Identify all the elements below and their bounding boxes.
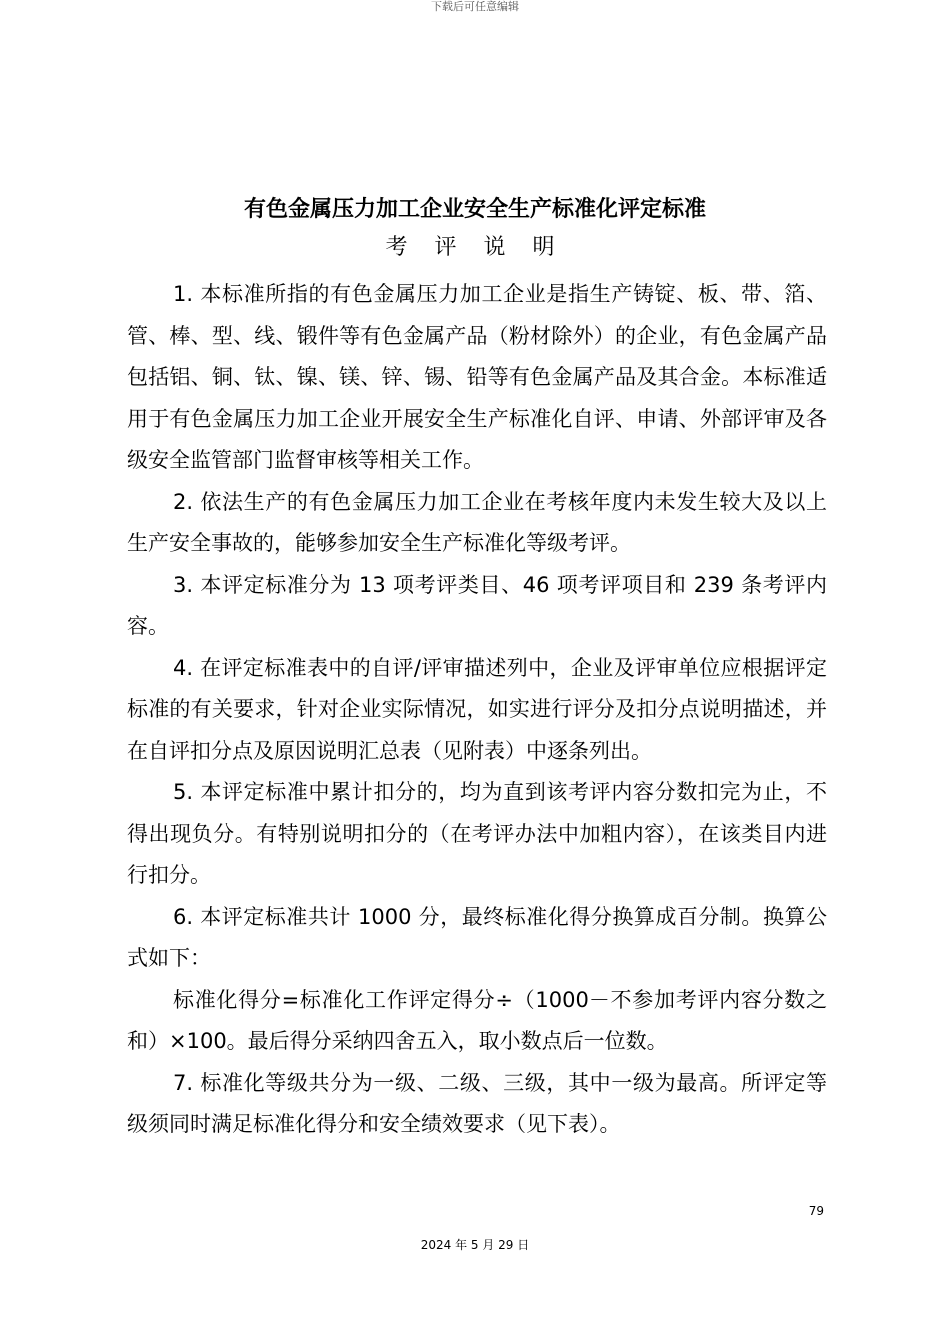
formula-paragraph: 标准化得分=标准化工作评定得分÷（1000－不参加考评内容分数之和）×100。最后得分采纳四舍五入，取小数点后一位数。 — [127, 987, 827, 1053]
paragraph-5: 5. 本评定标准中累计扣分的，均为直到该考评内容分数扣完为止，不得出现负分。有特别说明扣分的（在考评办法中加粗内容），在该类目内进行扣分。 — [127, 780, 827, 887]
paragraph-4: 4. 在评定标准表中的自评/评审描述列中，企业及评审单位应根据评定标准的有关要求，针对企业实际情况，如实进行评分及扣分点说明描述，并在自评扣分点及原因说明汇总表（见附表）中逐条列出。 — [127, 655, 827, 763]
page-number: 79 — [808, 1204, 824, 1218]
footer-date: 2024 年 5 月 29 日 — [420, 1238, 530, 1252]
header-note: 下载后可任意编辑 — [431, 0, 519, 13]
paragraph-6: 6. 本评定标准共计 1000 分，最终标准化得分换算成百分制。换算公式如下： — [127, 904, 827, 970]
paragraph-3: 3. 本评定标准分为 13 项考评类目、46 项考评项目和 239 条考评内容。 — [127, 572, 827, 638]
paragraph-2: 2. 依法生产的有色金属压力加工企业在考核年度内未发生较大及以上生产安全事故的，能够参加安全生产标准化等级考评。 — [127, 489, 827, 555]
document-title: 有色金属压力加工企业安全生产标准化评定标准 — [243, 197, 706, 222]
document-subtitle: 考 评 说 明 — [385, 235, 565, 260]
document-body — [127, 274, 827, 1146]
paragraph-1: 1. 本标准所指的有色金属压力加工企业是指生产铸锭、板、带、箔、管、棒、型、线、锻件等有色金属产品（粉材除外）的企业，有色金属产品包括铝、铜、钛、镍、镁、锌、锡、铅等有色金属产品及其合金。本标准适用于有色金属压力加工企业开展安全生产标准化自评、申请、外部评审及各级安全监管部门监督审核等相关工作。 — [127, 282, 827, 472]
paragraph-7: 7. 标准化等级共分为一级、二级、三级，其中一级为最高。所评定等级须同时满足标准化得分和安全绩效要求（见下表）。 — [127, 1070, 827, 1136]
